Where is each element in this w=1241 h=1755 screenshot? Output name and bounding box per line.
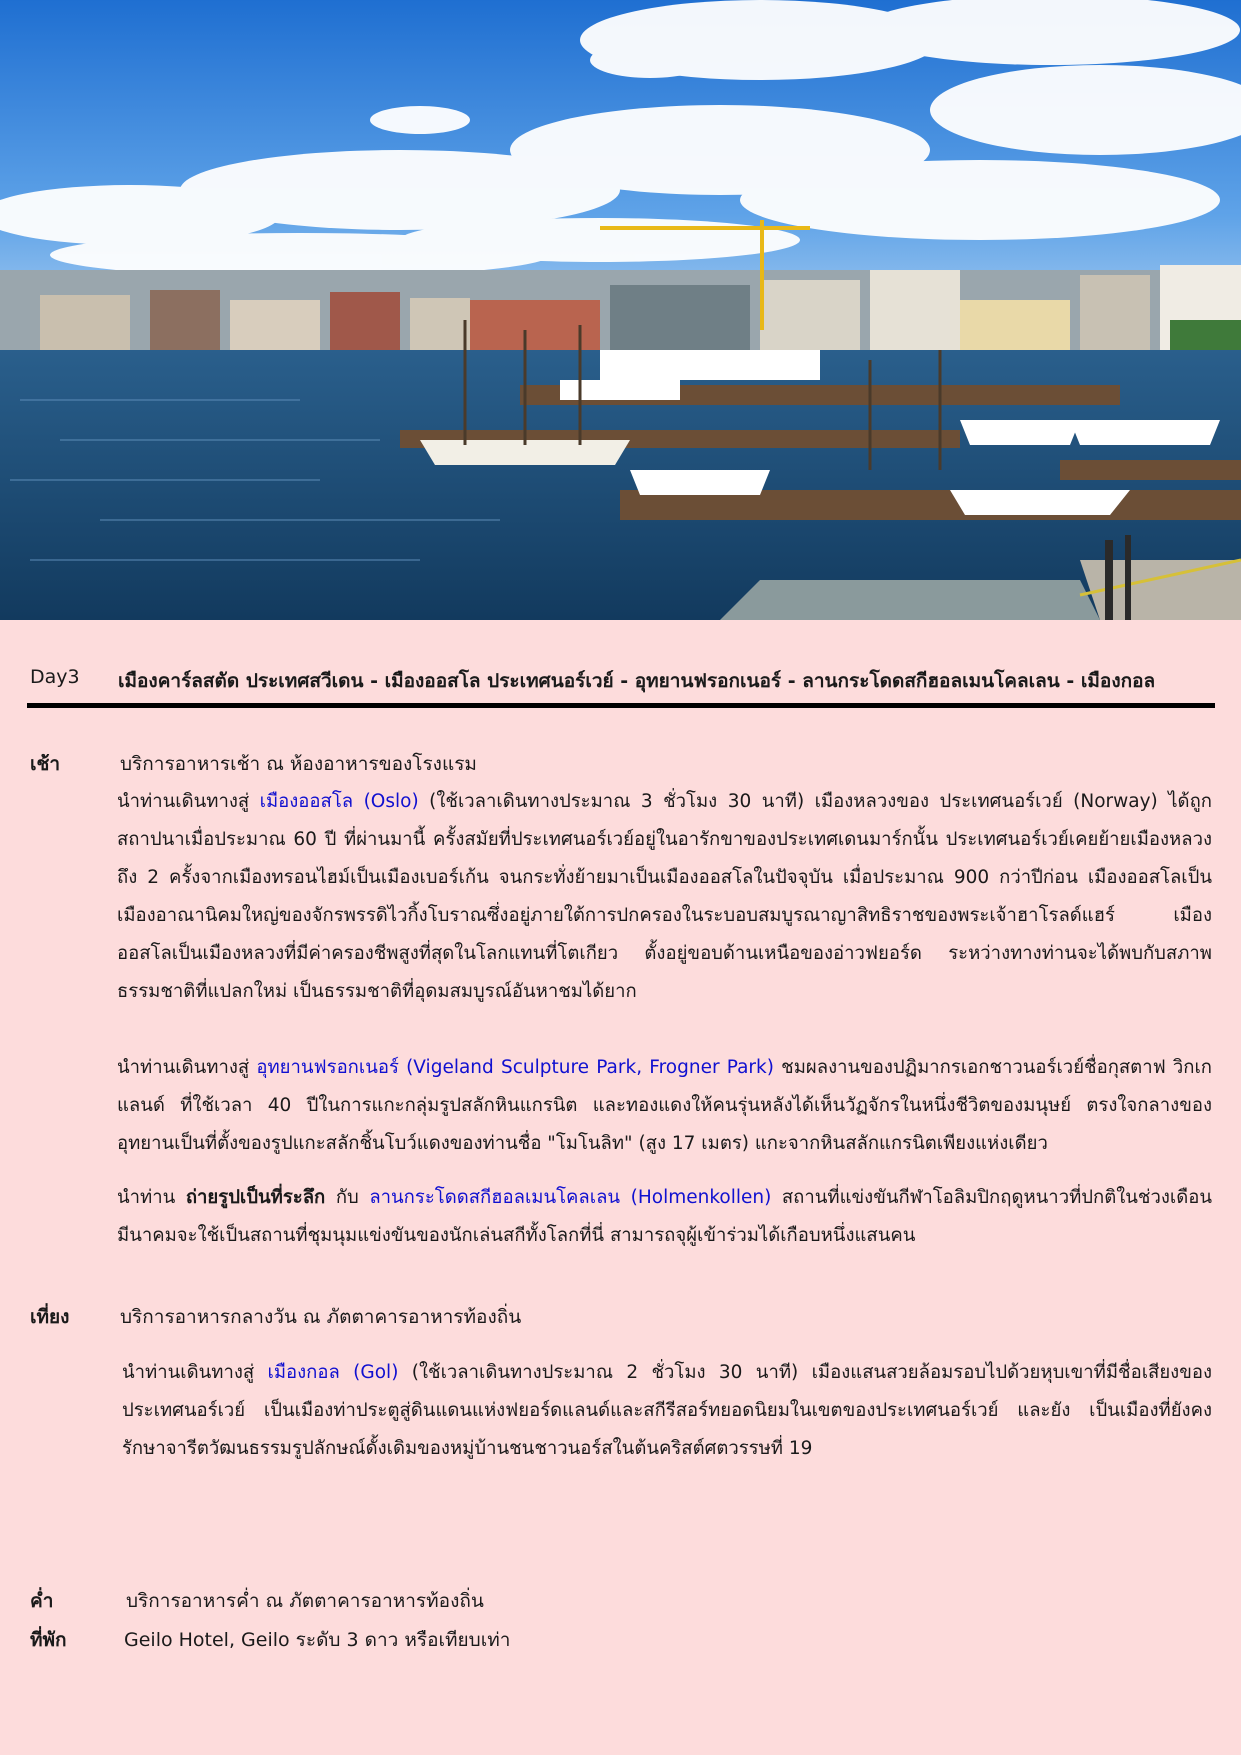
noon-meal: บริการอาหารกลางวัน ณ ภัตตาคารอาหารท้องถิ่น (120, 1306, 522, 1328)
holmenkollen-place: ลานกระโดดสกีฮอลเมนโคลเลน (Holmenkollen) (369, 1187, 772, 1208)
frogner-paragraph-body: ชมผลงานของปฏิมากรเอกชาวนอร์เวย์ชื่อกุสตาฟ วิกเกแลนด์ ที่ใช้เวลา 40 ปีในการแกะกลุ่มรูปสลักหินแกรนิต และทองแดงให้คนรุ่นหลังได้เห็นวัฏจักรในหนึ่งชีวิตของมนุษย์ ตรงใจกลางของอุทยานเป็นที่ตั้งของรูปแกะสลักชิ้นโบว์แดงของท่านชื่อ "โมโนลิท" (สูง 17 เมตร) แกะจากหินสลักแกรนิตเพียงแห่งเดียว (117, 1057, 1212, 1154)
day-title: เมืองคาร์ลสตัด ประเทศสวีเดน - เมืองออสโล ประเทศนอร์เวย์ - อุทยานฟรอกเนอร์ - ลานกระโดดสกีฮอลเมนโคลเลน - เมืองกอล (118, 670, 1156, 692)
oslo-place: เมืองออสโล (Oslo) (259, 791, 419, 812)
holmenkollen-paragraph (117, 1179, 1212, 1255)
evening-meal: บริการอาหารค่ำ ณ ภัตตาคารอาหารท้องถิ่น (126, 1590, 484, 1612)
oslo-harbour-photo-icon (0, 0, 1241, 620)
header-divider (27, 703, 1215, 708)
holmenkollen-paragraph-body: สถานที่แข่งขันกีฬาโอลิมปิกฤดูหนาวที่ปกติในช่วงเดือนมีนาคมจะใช้เป็นสถานที่ชุมนุมแข่งขันของนักเล่นสกีทั้งโลกที่นี่ สามารถจุผู้เข้าร่วมได้เกือบหนึ่งแสนคน (117, 1187, 1212, 1246)
photo-stop: ถ่ายรูปเป็นที่ระลึก (185, 1187, 326, 1208)
gol-paragraph-lead: นำท่านเดินทางสู่ (122, 1362, 268, 1383)
noon-label: เที่ยง (30, 1306, 70, 1328)
hotel-value: Geilo Hotel, Geilo ระดับ 3 ดาว หรือเทียบเท่า (124, 1629, 511, 1651)
frogner-paragraph (117, 1049, 1212, 1163)
morning-meal: บริการอาหารเช้า ณ ห้องอาหารของโรงแรม (120, 753, 477, 775)
oslo-paragraph (117, 783, 1212, 1011)
hero-photo (0, 0, 1241, 620)
morning-label: เช้า (30, 753, 61, 775)
gol-paragraph-body: (ใช้เวลาเดินทางประมาณ 2 ชั่วโมง 30 นาที) เมืองแสนสวยล้อมรอบไปด้วยหุบเขาที่มีชื่อเสียงของประเทศนอร์เวย์ เป็นเมืองท่าประตูสู่ดินแดนแห่งฟยอร์ดแลนด์และสกีรีสอร์ทยอดนิยมในเขตของประเทศนอร์เวย์ และยัง เป็นเมืองที่ยังคงรักษาจารีตวัฒนธรรมรูปลักษณ์ดั้งเดิมของหมู่บ้านชนชาวนอร์สในต้นคริสต์ศตวรรษที่ 19 (122, 1362, 1212, 1459)
frogner-paragraph-lead: นำท่านเดินทางสู่ (117, 1057, 257, 1078)
gol-place: เมืองกอล (Gol) (267, 1362, 399, 1383)
holmenkollen-paragraph-lead: นำท่าน (117, 1187, 186, 1208)
hotel-label: ที่พัก (30, 1629, 67, 1651)
oslo-paragraph-lead: นำท่านเดินทางสู่ (117, 791, 260, 812)
oslo-paragraph-body: (ใช้เวลาเดินทางประมาณ 3 ชั่วโมง 30 นาที) เมืองหลวงของ ประเทศนอร์เวย์ (Norway) ได้ถูกสถาปนาเมื่อประมาณ 60 ปี ที่ผ่านมานี้ ครั้งสมัยที่ประเทศนอร์เวย์อยู่ในอารักขาของประเทศเดนมาร์กนั้น ประเทศนอร์เวย์เคยย้ายเมืองหลวงถึง 2 ครั้งจากเมืองทรอนไฮม์เป็นเมืองเบอร์เก้น จนกระทั่งย้ายมาเป็นเมืองออสโลในปัจจุบัน เมื่อประมาณ 900 กว่าปีก่อน เมืองออสโลเป็นเมืองอาณานิคมใหญ่ของจักรพรรดิไวกิ้งโบราณซึ่งอยู่ภายใต้การปกครองในระบอบสมบูรณาญาสิทธิราชของพระเจ้าฮาโรลด์แฮร์ เมืองออสโลเป็นเมืองหลวงที่มีค่าครองชีพสูงที่สุดในโลกแทนที่โตเกียว ตั้งอยู่ขอบด้านเหนือของอ่าวฟยอร์ด ระหว่างทางท่านจะได้พบกับสภาพธรรมชาติที่แปลกใหม่ เป็นธรรมชาติที่อุดมสมบูรณ์อันหาชมได้ยาก (117, 791, 1212, 1002)
holmenkollen-paragraph-mid: กับ (325, 1187, 370, 1208)
gol-paragraph (122, 1354, 1212, 1468)
day-header (30, 662, 1215, 696)
evening-label: ค่ำ (30, 1590, 54, 1612)
frogner-place: อุทยานฟรอกเนอร์ (Vigeland Sculpture Park, Frogner Park) (256, 1057, 774, 1078)
day-label: Day3 (30, 666, 80, 688)
